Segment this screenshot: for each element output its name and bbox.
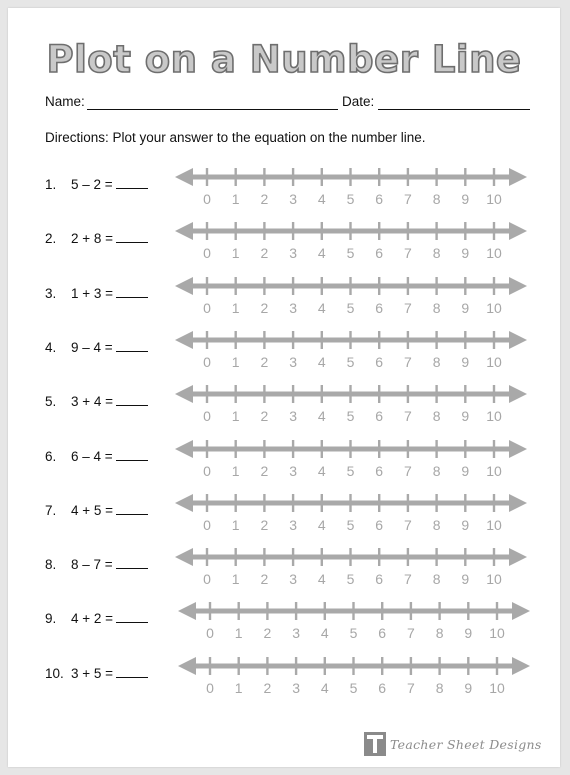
problem-equation: 2 + 8 = bbox=[71, 231, 114, 247]
tick-label: 9 bbox=[461, 462, 470, 479]
tick-label: 7 bbox=[404, 353, 412, 370]
problem-number: 2. bbox=[45, 231, 57, 247]
teacher-sheet-designs-logo bbox=[364, 731, 544, 759]
tick-label: 7 bbox=[404, 408, 412, 425]
tick-label: 2 bbox=[260, 245, 269, 262]
tick-label: 3 bbox=[289, 408, 297, 425]
problem-number: 6. bbox=[45, 448, 57, 464]
tick-label: 2 bbox=[260, 516, 269, 533]
problem-row bbox=[45, 611, 148, 626]
right-arrow-icon bbox=[509, 277, 527, 295]
date-label: Date: bbox=[342, 94, 375, 109]
left-arrow-icon bbox=[175, 277, 193, 295]
tick-label: 6 bbox=[375, 571, 384, 588]
right-arrow-icon bbox=[509, 331, 527, 349]
tick-label: 8 bbox=[432, 462, 441, 479]
right-arrow-icon bbox=[512, 602, 530, 620]
tick-label: 3 bbox=[289, 462, 297, 479]
logo-t-icon bbox=[364, 732, 386, 756]
tick-label: 9 bbox=[461, 245, 470, 262]
problem-row bbox=[45, 449, 148, 464]
tick-label: 8 bbox=[432, 516, 441, 533]
tick-label: 4 bbox=[317, 353, 326, 370]
tick-label: 5 bbox=[346, 353, 355, 370]
tick-label: 1 bbox=[231, 408, 240, 425]
tick-label: 4 bbox=[317, 191, 326, 207]
tick-label: 0 bbox=[203, 462, 211, 479]
tick-label: 4 bbox=[317, 408, 326, 425]
directions-text: Directions: Plot your answer to the equation on the number line. bbox=[45, 130, 426, 145]
tick-label: 9 bbox=[464, 679, 473, 696]
tick-label: 0 bbox=[206, 679, 214, 696]
left-arrow-icon bbox=[175, 494, 193, 512]
name-label: Name: bbox=[45, 94, 85, 109]
tick-label: 1 bbox=[231, 353, 240, 370]
tick-label: 5 bbox=[346, 245, 355, 262]
tick-label: 8 bbox=[432, 191, 441, 207]
problem-equation: 5 – 2 = bbox=[71, 177, 113, 192]
right-arrow-icon bbox=[509, 385, 527, 403]
tick-label: 4 bbox=[317, 245, 326, 262]
left-arrow-icon bbox=[178, 657, 196, 675]
tick-label: 4 bbox=[317, 462, 326, 479]
number-line[interactable] bbox=[171, 221, 531, 261]
tick-label: 9 bbox=[461, 408, 470, 425]
problem-number: 5. bbox=[45, 394, 57, 410]
tick-label: 7 bbox=[404, 462, 412, 479]
tick-label: 0 bbox=[203, 408, 211, 425]
right-arrow-icon bbox=[509, 168, 527, 186]
answer-blank[interactable] bbox=[116, 504, 148, 515]
problem-row bbox=[45, 503, 148, 518]
tick-label: 10 bbox=[486, 245, 502, 262]
problem-row bbox=[45, 177, 148, 192]
problem-equation: 9 – 4 = bbox=[71, 339, 113, 355]
problem-equation: 6 – 4 = bbox=[71, 448, 113, 464]
problem-row bbox=[45, 231, 148, 246]
problem-number: 9. bbox=[45, 611, 57, 627]
tick-label: 10 bbox=[486, 353, 502, 370]
tick-label: 10 bbox=[489, 679, 505, 696]
right-arrow-icon bbox=[509, 440, 527, 458]
tick-label: 10 bbox=[486, 462, 502, 479]
tick-label: 6 bbox=[378, 625, 387, 642]
worksheet-page bbox=[8, 8, 560, 767]
left-arrow-icon bbox=[175, 385, 193, 403]
tick-label: 7 bbox=[404, 191, 412, 207]
tick-label: 5 bbox=[346, 462, 355, 479]
problem-row bbox=[45, 394, 148, 409]
tick-label: 3 bbox=[292, 679, 300, 696]
problem-number: 8. bbox=[45, 557, 57, 573]
tick-label: 2 bbox=[263, 679, 272, 696]
tick-label: 10 bbox=[486, 299, 502, 316]
answer-blank[interactable] bbox=[116, 178, 148, 189]
tick-label: 0 bbox=[203, 516, 211, 533]
tick-label: 3 bbox=[292, 625, 300, 642]
tick-label: 5 bbox=[346, 191, 355, 207]
tick-label: 6 bbox=[375, 353, 384, 370]
tick-label: 6 bbox=[375, 245, 384, 262]
tick-label: 0 bbox=[203, 299, 211, 316]
tick-label: 10 bbox=[486, 408, 502, 425]
number-line[interactable] bbox=[171, 547, 531, 587]
tick-label: 2 bbox=[260, 299, 269, 316]
right-arrow-icon bbox=[509, 548, 527, 566]
tick-label: 2 bbox=[260, 408, 269, 425]
tick-label: 3 bbox=[289, 516, 297, 533]
tick-label: 4 bbox=[317, 516, 326, 533]
tick-label: 6 bbox=[375, 299, 384, 316]
tick-label: 8 bbox=[435, 679, 444, 696]
problem-number: 1. bbox=[45, 177, 57, 192]
tick-label: 3 bbox=[289, 353, 297, 370]
problem-number: 7. bbox=[45, 502, 57, 518]
tick-label: 2 bbox=[260, 353, 269, 370]
left-arrow-icon bbox=[175, 440, 193, 458]
answer-blank[interactable] bbox=[116, 450, 148, 461]
tick-label: 2 bbox=[263, 625, 272, 642]
tick-label: 8 bbox=[432, 245, 441, 262]
tick-label: 2 bbox=[260, 571, 269, 588]
tick-label: 7 bbox=[404, 571, 412, 588]
problem-number: 4. bbox=[45, 339, 57, 355]
tick-label: 10 bbox=[489, 625, 505, 642]
tick-label: 0 bbox=[203, 245, 211, 262]
tick-label: 8 bbox=[435, 625, 444, 642]
tick-label: 8 bbox=[432, 408, 441, 425]
tick-label: 9 bbox=[461, 353, 470, 370]
date-field[interactable] bbox=[378, 109, 530, 110]
tick-label: 5 bbox=[346, 299, 355, 316]
tick-label: 9 bbox=[461, 571, 470, 588]
tick-label: 7 bbox=[407, 679, 415, 696]
tick-label: 6 bbox=[375, 516, 384, 533]
tick-label: 1 bbox=[234, 679, 243, 696]
tick-label: 9 bbox=[461, 299, 470, 316]
number-line[interactable] bbox=[174, 656, 534, 696]
tick-label: 8 bbox=[432, 571, 441, 588]
tick-label: 2 bbox=[260, 462, 269, 479]
tick-label: 4 bbox=[320, 679, 329, 696]
number-line[interactable] bbox=[171, 167, 531, 207]
left-arrow-icon bbox=[175, 222, 193, 240]
right-arrow-icon bbox=[509, 494, 527, 512]
tick-label: 5 bbox=[349, 625, 358, 642]
tick-label: 1 bbox=[231, 516, 240, 533]
tick-label: 3 bbox=[289, 571, 297, 588]
tick-label: 9 bbox=[464, 625, 473, 642]
tick-label: 3 bbox=[289, 191, 297, 207]
tick-label: 1 bbox=[231, 571, 240, 588]
tick-label: 6 bbox=[375, 462, 384, 479]
tick-label: 4 bbox=[317, 299, 326, 316]
tick-label: 7 bbox=[407, 625, 415, 642]
problem-row bbox=[45, 340, 148, 355]
left-arrow-icon bbox=[178, 602, 196, 620]
tick-label: 5 bbox=[346, 408, 355, 425]
tick-label: 1 bbox=[231, 299, 240, 316]
tick-label: 2 bbox=[260, 191, 269, 207]
tick-label: 7 bbox=[404, 516, 412, 533]
number-line[interactable] bbox=[171, 493, 531, 533]
problem-row bbox=[45, 557, 148, 572]
problem-equation: 4 + 5 = bbox=[71, 502, 114, 518]
tick-label: 0 bbox=[206, 625, 214, 642]
tick-label: 1 bbox=[234, 625, 243, 642]
problem-equation: 3 + 4 = bbox=[71, 394, 114, 410]
tick-label: 1 bbox=[231, 245, 240, 262]
left-arrow-icon bbox=[175, 331, 193, 349]
number-line[interactable] bbox=[174, 601, 534, 641]
right-arrow-icon bbox=[512, 657, 530, 675]
tick-label: 4 bbox=[320, 625, 329, 642]
name-field[interactable] bbox=[87, 109, 338, 110]
tick-label: 0 bbox=[203, 191, 211, 207]
problem-equation: 8 – 7 = bbox=[71, 557, 113, 573]
tick-label: 3 bbox=[289, 299, 297, 316]
number-line[interactable] bbox=[171, 384, 531, 424]
tick-label: 9 bbox=[461, 516, 470, 533]
tick-label: 9 bbox=[461, 191, 470, 207]
tick-label: 10 bbox=[486, 191, 502, 207]
tick-label: 0 bbox=[203, 571, 211, 588]
tick-label: 8 bbox=[432, 353, 441, 370]
tick-label: 10 bbox=[486, 571, 502, 588]
answer-blank[interactable] bbox=[116, 558, 148, 569]
tick-label: 6 bbox=[375, 191, 384, 207]
tick-label: 1 bbox=[231, 462, 240, 479]
tick-label: 7 bbox=[404, 245, 412, 262]
tick-label: 5 bbox=[346, 571, 355, 588]
answer-blank[interactable] bbox=[116, 395, 148, 406]
number-line[interactable] bbox=[171, 276, 531, 316]
tick-label: 8 bbox=[432, 299, 441, 316]
left-arrow-icon bbox=[175, 548, 193, 566]
problem-number: 3. bbox=[45, 285, 57, 301]
tick-label: 5 bbox=[346, 516, 355, 533]
number-line[interactable] bbox=[171, 439, 531, 479]
logo-text: Teacher Sheet Designs bbox=[390, 737, 542, 752]
number-line[interactable] bbox=[171, 330, 531, 370]
answer-blank[interactable] bbox=[116, 667, 148, 678]
tick-label: 3 bbox=[289, 245, 297, 262]
answer-blank[interactable] bbox=[116, 341, 148, 352]
problem-equation: 4 + 2 = bbox=[71, 611, 114, 627]
problem-number: 10. bbox=[45, 665, 64, 681]
answer-blank[interactable] bbox=[116, 612, 148, 623]
problem-row bbox=[45, 286, 148, 301]
tick-label: 10 bbox=[486, 516, 502, 533]
title-text: Plot on a Number Line bbox=[46, 38, 522, 81]
tick-label: 1 bbox=[231, 191, 240, 207]
left-arrow-icon bbox=[175, 168, 193, 186]
tick-label: 0 bbox=[203, 353, 211, 370]
answer-blank[interactable] bbox=[116, 287, 148, 298]
problem-equation: 3 + 5 = bbox=[71, 665, 114, 681]
tick-label: 6 bbox=[378, 679, 387, 696]
worksheet-title bbox=[8, 30, 560, 86]
problem-row bbox=[45, 666, 148, 681]
tick-label: 7 bbox=[404, 299, 412, 316]
tick-label: 4 bbox=[317, 571, 326, 588]
answer-blank[interactable] bbox=[116, 232, 148, 243]
tick-label: 5 bbox=[349, 679, 358, 696]
tick-label: 6 bbox=[375, 408, 384, 425]
problem-equation: 1 + 3 = bbox=[71, 285, 114, 301]
right-arrow-icon bbox=[509, 222, 527, 240]
